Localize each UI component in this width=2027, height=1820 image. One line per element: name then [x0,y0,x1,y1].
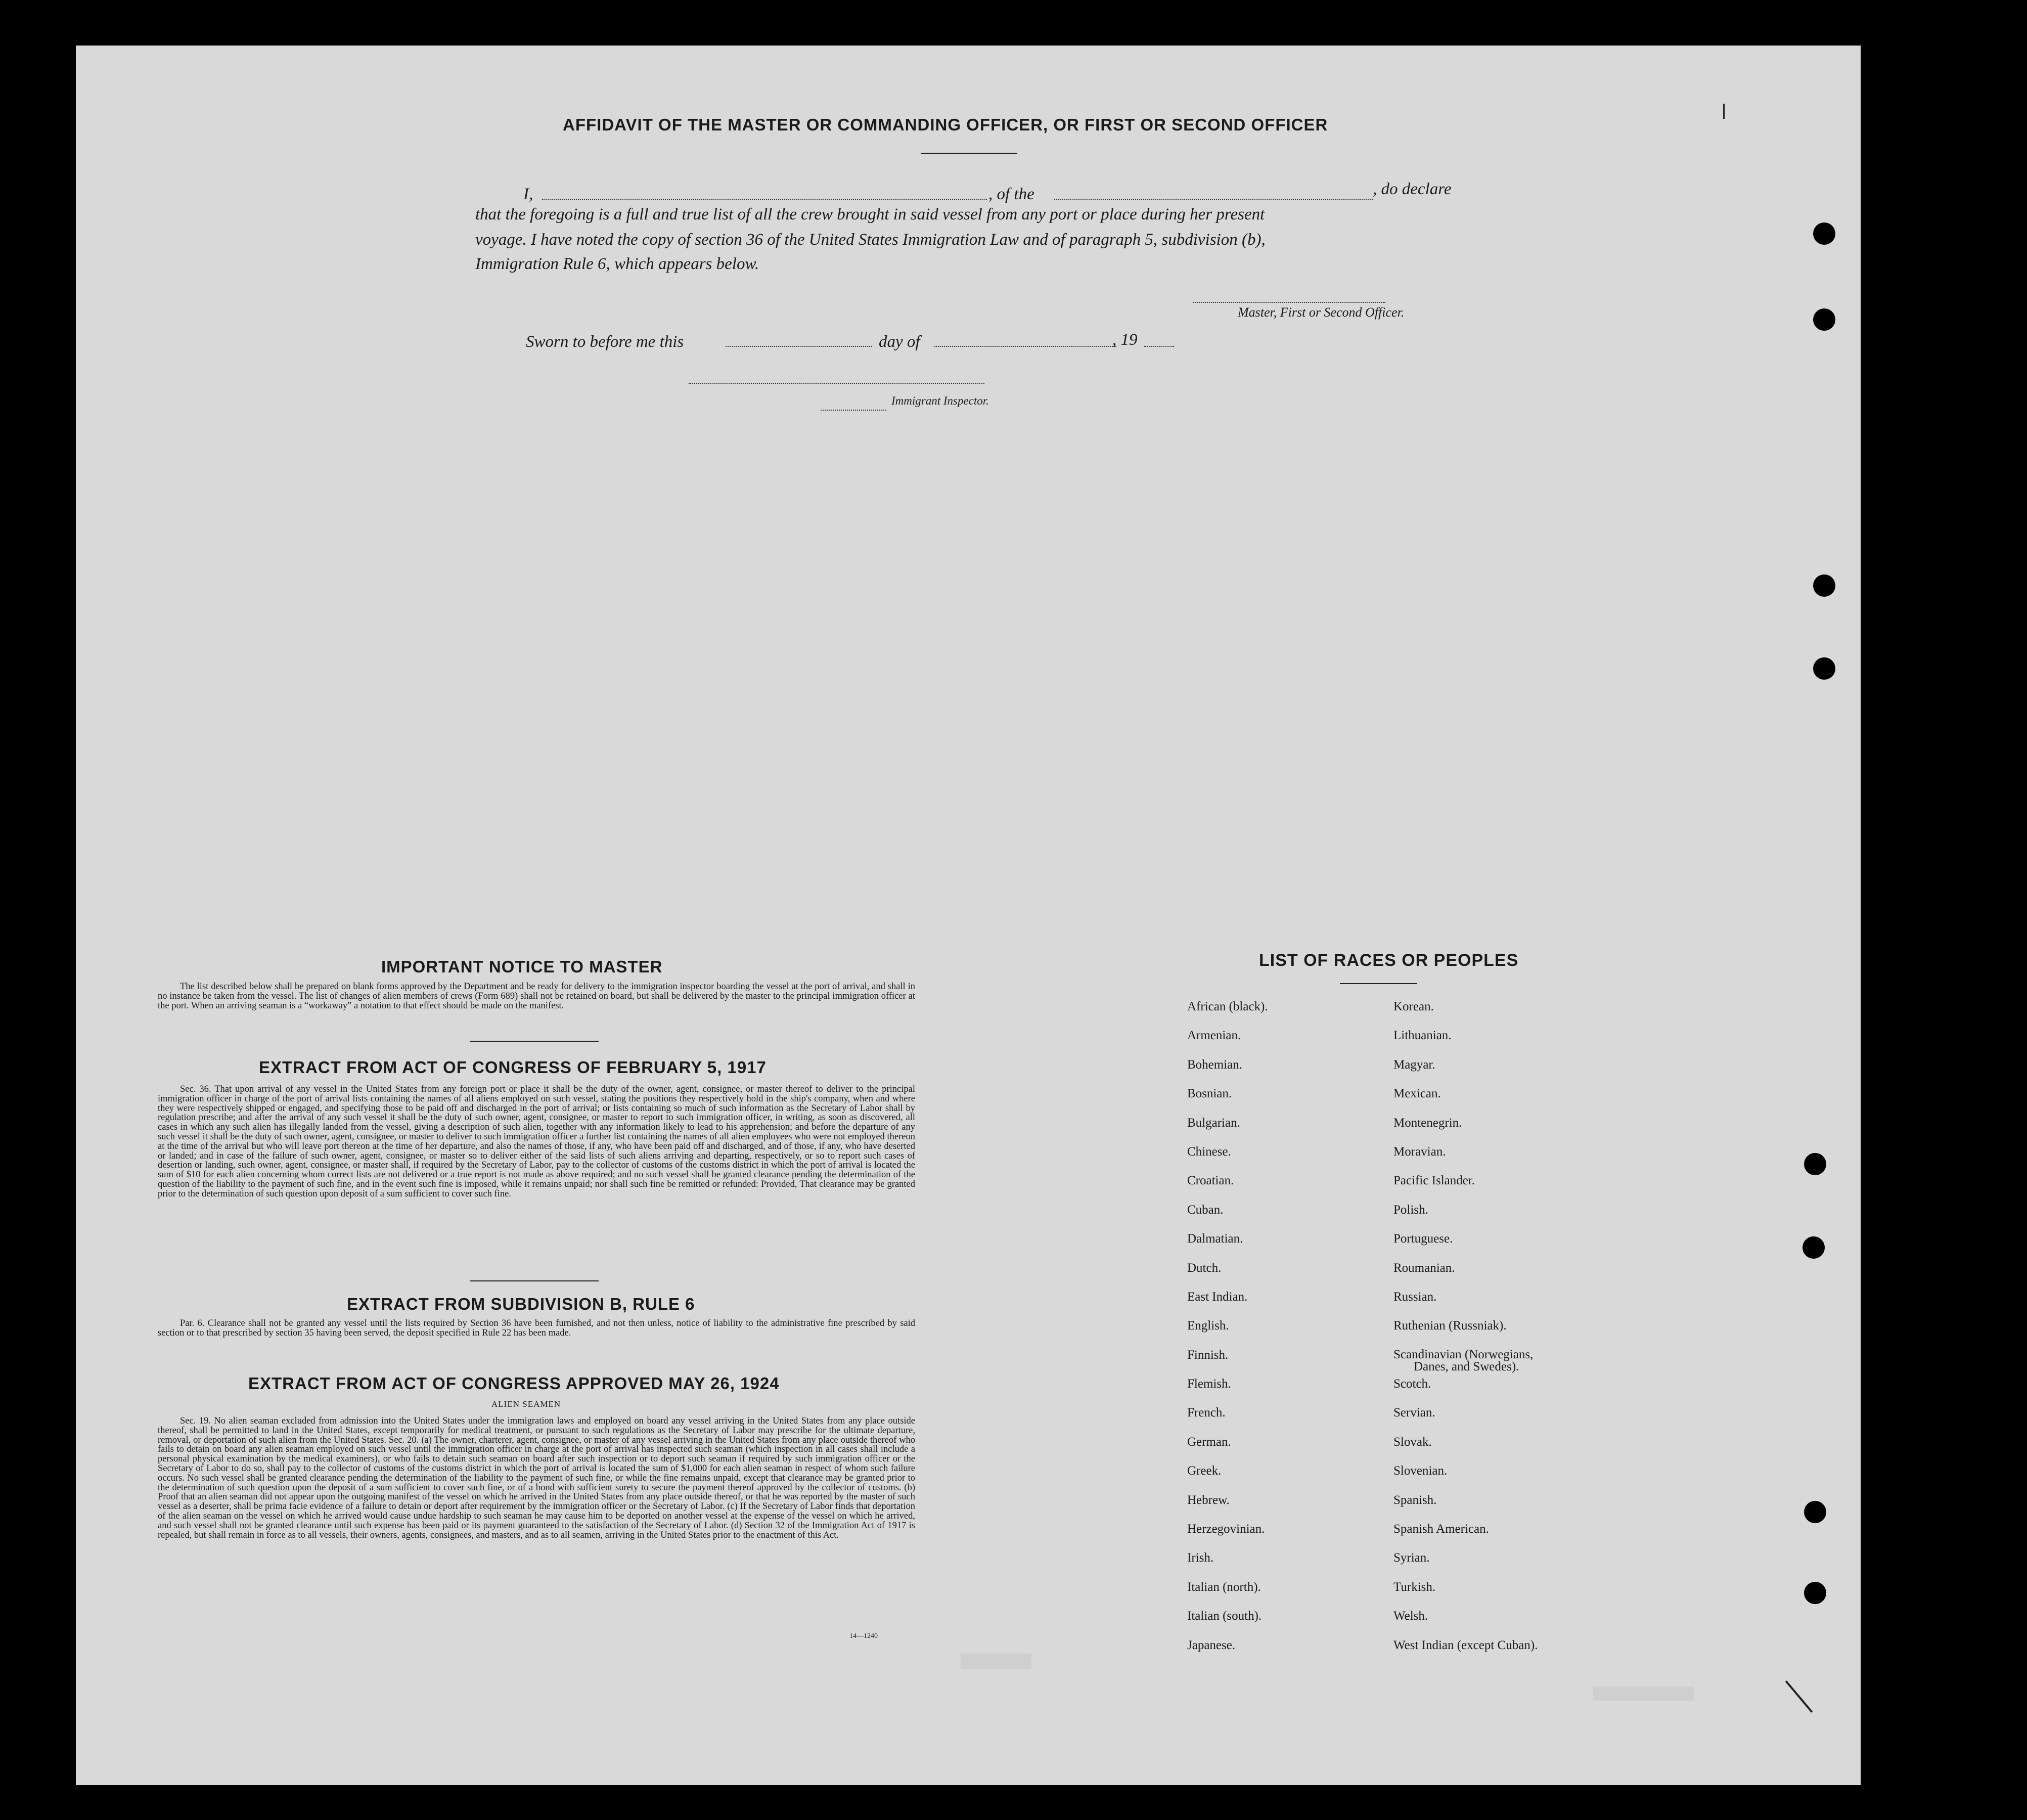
race-item-multiline [1393,1349,1538,1378]
affidavit-statement-line3: Immigration Rule 6, which appears below. [475,255,759,273]
extract-rule6-text: Par. 6. Clearance shall not be granted any vessel until the lists required by Section 36 have been furnished, and not then unless, notice of liability to the administrative fine prescribed by said section or to that prescribed by section 35 having been served, the deposit specified in Rule 22 has been made. [158,1318,915,1338]
races-left-column [1187,1000,1268,1668]
affidavit-title: AFFIDAVIT OF THE MASTER OR COMMANDING OFFICER, OR FIRST OR SECOND OFFICER [563,115,1328,134]
race-item: West Indian (except Cuban). [1393,1638,1538,1652]
race-item: Mexican. [1393,1087,1441,1101]
race-item: Italian (north). [1187,1580,1261,1594]
race-item: Magyar. [1393,1057,1435,1072]
race-item: Chinese. [1187,1144,1231,1159]
race-item: Dalmatian. [1187,1232,1243,1246]
race-item: Flemish. [1187,1377,1231,1391]
race-item: Turkish. [1393,1580,1436,1594]
race-item: Syrian. [1393,1551,1430,1565]
races-right-column [1393,1000,1538,1668]
sworn-label: Sworn to before me this [526,333,684,351]
race-item: Hebrew. [1187,1493,1230,1507]
extract-1924-title: EXTRACT FROM ACT OF CONGRESS APPROVED MAY 26, 1924 [248,1374,780,1393]
extract-1917-text: Sec. 36. That upon arrival of any vessel in the United States from any foreign port or place it shall be the duty of the owner, agent, consignee, or master thereof to deliver to the principal immigration officer in charge of the port of arrival lists containing the names of all aliens employed on such vessel, stating the positions they respectively hold in the ship's company, when and where they were respectively shipped or engaged, and specifying those to be paid off and discharged in the port of arrival; or lists containing so much of such information as the Secretary of Labor shall by regulation prescribe; and after the arrival of any such vessel it shall be the duty of such owner, agent, consignee, or master to report to such immigration officer, in writing, as soon as discovered, all cases in which any such alien has illegally landed from the vessel, giving a description of such alien, together with any information likely to lead to his apprehension; and before the departure of any such vessel it shall be the duty of such owner, agent, consignee, or master to deliver to such immigration officer a further list containing the names of all alien employees who were not employed thereon at the time of the arrival but who will leave port thereon at the time of her departure, and also the names of those, if any, who have been paid off and discharged, and of those, if any, who have deserted or landed; and in case of the failure of such owner, agent, consignee, or master so to deliver either of the said lists of such aliens arriving and departing, respectively, or so to report such cases of desertion or landing, such owner, agent, consignee, or master shall, if required by the Secretary of Labor, pay to the collector of customs of the customs district in which the port of arrival is located the sum of $10 for each alien concerning whom correct lists are not delivered or a true report is not made as above required; and no such vessel shall be granted clearance pending the determination of the question of the liability to the payment of such fine, and in the event such fine is imposed, while it remains unpaid; nor shall such fine be remitted or refunded: Provided, That clearance may be granted prior to the determination of such question upon deposit of a sum sufficient to cover such fine. [158,1084,915,1199]
race-item: English. [1187,1319,1229,1333]
section-divider [470,1041,599,1042]
race-item: Russian. [1393,1290,1437,1304]
race-item: Croatian. [1187,1174,1234,1188]
race-item: Korean. [1393,1000,1434,1013]
section-divider [470,1280,599,1281]
races-title: LIST OF RACES OR PEOPLES [1259,951,1519,970]
bleed-through-smudge [1593,1686,1694,1701]
race-item: French. [1187,1406,1226,1420]
notice-text: The list described below shall be prepared on blank forms approved by the Department and be ready for delivery to the immigration inspector boarding the vessel at the port of arrival, and shall in no instance be taken from the vessel. The list of changes of alien members of crews (Form 689) shall not be retained on board, but shall be delivered by the master to the principal immigration officer at the port. When an arriving seaman is a “workaway” a notation to that effect should be made on the manifest. [158,982,915,1011]
race-item: Portuguese. [1393,1232,1453,1246]
race-item-line: Scandinavian (Norwegians, [1393,1347,1534,1361]
race-item: German. [1187,1435,1231,1449]
punch-hole [1813,657,1835,680]
race-item-line: Danes, and Swedes). [1414,1359,1519,1373]
race-item: Herzegovinian. [1187,1522,1265,1536]
race-item: Roumanian. [1393,1261,1455,1275]
race-item: Spanish American. [1393,1522,1489,1536]
race-item: Spanish. [1393,1493,1437,1507]
inspector-caption: Immigrant Inspector. [891,394,989,407]
race-item: Bulgarian. [1187,1116,1240,1130]
punch-hole [1804,1153,1826,1175]
race-item: African (black). [1187,1000,1268,1013]
race-item: Bohemian. [1187,1057,1243,1072]
affidavit-do-declare-label: , do declare [1373,180,1452,198]
race-item: Lithuanian. [1393,1029,1452,1043]
race-item: Servian. [1393,1406,1435,1420]
year-prefix: , 19 [1112,331,1138,349]
affidavit-statement-line1: that the foregoing is a full and true list of all the crew brought in said vessel from any port or place during her present [475,205,1265,224]
title-underline [921,153,1017,154]
race-item: Japanese. [1187,1638,1236,1652]
race-item: Armenian. [1187,1029,1241,1043]
race-item: Cuban. [1187,1203,1224,1217]
extract-1924-subtitle: ALIEN SEAMEN [491,1399,561,1409]
name-blank [542,199,987,200]
master-signature-line [1193,302,1385,303]
bleed-through-smudge [961,1654,1031,1669]
day-of-label: day of [879,333,920,351]
race-item: Welsh. [1393,1609,1428,1623]
punch-hole [1813,223,1835,245]
master-caption: Master, First or Second Officer. [1238,305,1405,320]
extract-1924-text: Sec. 19. No alien seaman excluded from admission into the United States under the immigration laws and employed on board any vessel arriving in the United States from any place outside thereof, shall be permitted to land in the United States, except temporarily for medical treatment, or pursuant to such regulations as the Secretary of Labor may prescribe for the ultimate departure, removal, or deportation of such alien from the United States. Sec. 20. (a) The owner, charterer, agent, consignee, or master of any vessel arriving in the United States from any place outside thereof who fails to detain on board any alien seaman employed on such vessel until the immigration officer in charge at the port of arrival has inspected such seaman (which inspection in all cases shall include a personal physical examination by the medical examiners), or who fails to detain such seaman on board after such inspection or to deport such seaman if required by such immigration officer or the Secretary of Labor to do so, shall pay to the collector of customs of the customs district in which the port of arrival is located the sum of $1,000 for each alien seaman in respect of whom such failure occurs. No such vessel shall be granted clearance pending the determination of the liability to the payment of such fine, or while the fine remains unpaid, except that clearance may be granted prior to the determination of such question upon the deposit of a sum sufficient to cover such fine, or of a bond with sufficient surety to secure the payment thereof approved by the collector of customs. (b) Proof that an alien seaman did not appear upon the outgoing manifest of the vessel on which he arrived in the United States from any place outside thereof, or that he was reported by the master of such vessel as a deserter, shall be prima facie evidence of a failure to detain or deport after requirement by the immigration officer or the Secretary of Labor. (c) If the Secretary of Labor finds that deportation of the alien seaman on the vessel on which he arrived would cause undue hardship to such seaman he may cause him to be deported on another vessel at the expense of the vessel on which he arrived, and such vessel shall not be granted clearance until such expense has been paid or its payment guaranteed to the satisfaction of the Secretary of Labor. (d) Section 32 of the Immigration Act of 1917 is repealed, but shall remain in force as to all vessels, their owners, agents, consignees, and masters, and as to all seamen, arriving in the United States prior to the enactment of this Act. [158,1416,915,1540]
race-item: Irish. [1187,1551,1214,1565]
race-item: Pacific Islander. [1393,1174,1475,1188]
punch-hole [1813,308,1835,331]
race-item: Montenegrin. [1393,1116,1462,1130]
extract-1917-title: EXTRACT FROM ACT OF CONGRESS OF FEBRUARY 5, 1917 [259,1058,767,1077]
punch-hole [1813,574,1835,597]
affidavit-i-label: I, [523,185,533,203]
race-item: Greek. [1187,1464,1222,1478]
form-number: 14—1240 [849,1632,878,1640]
race-item: Italian (south). [1187,1609,1262,1623]
sworn-day-blank [726,346,872,347]
race-item: Scotch. [1393,1377,1431,1391]
margin-mark [1723,104,1725,119]
affidavit-statement-line2: voyage. I have noted the copy of section 36 of the United States Immigration Law and of paragraph 5, subdivision (b), [475,231,1266,249]
race-item: Polish. [1393,1203,1428,1217]
inspector-signature-line [689,383,984,384]
race-item: Dutch. [1187,1261,1222,1275]
inspector-caption-dots [821,410,886,411]
race-item: East Indian. [1187,1290,1248,1304]
sworn-month-blank [934,346,1116,347]
race-item: Ruthenian (Russniak). [1393,1319,1507,1333]
notice-title: IMPORTANT NOTICE TO MASTER [381,957,663,976]
vessel-blank [1054,199,1373,200]
affidavit-of-the-label: , of the [988,185,1034,203]
punch-hole [1803,1236,1825,1259]
race-item: Finnish. [1187,1348,1229,1362]
race-item: Slovak. [1393,1435,1432,1449]
races-title-underline [1340,983,1417,984]
race-item: Bosnian. [1187,1087,1232,1101]
race-item: Moravian. [1393,1144,1446,1159]
extract-rule6-title: EXTRACT FROM SUBDIVISION B, RULE 6 [347,1295,695,1313]
race-item: Slovenian. [1393,1464,1448,1478]
year-blank [1144,346,1174,347]
punch-hole [1804,1501,1826,1523]
punch-hole [1804,1582,1826,1604]
